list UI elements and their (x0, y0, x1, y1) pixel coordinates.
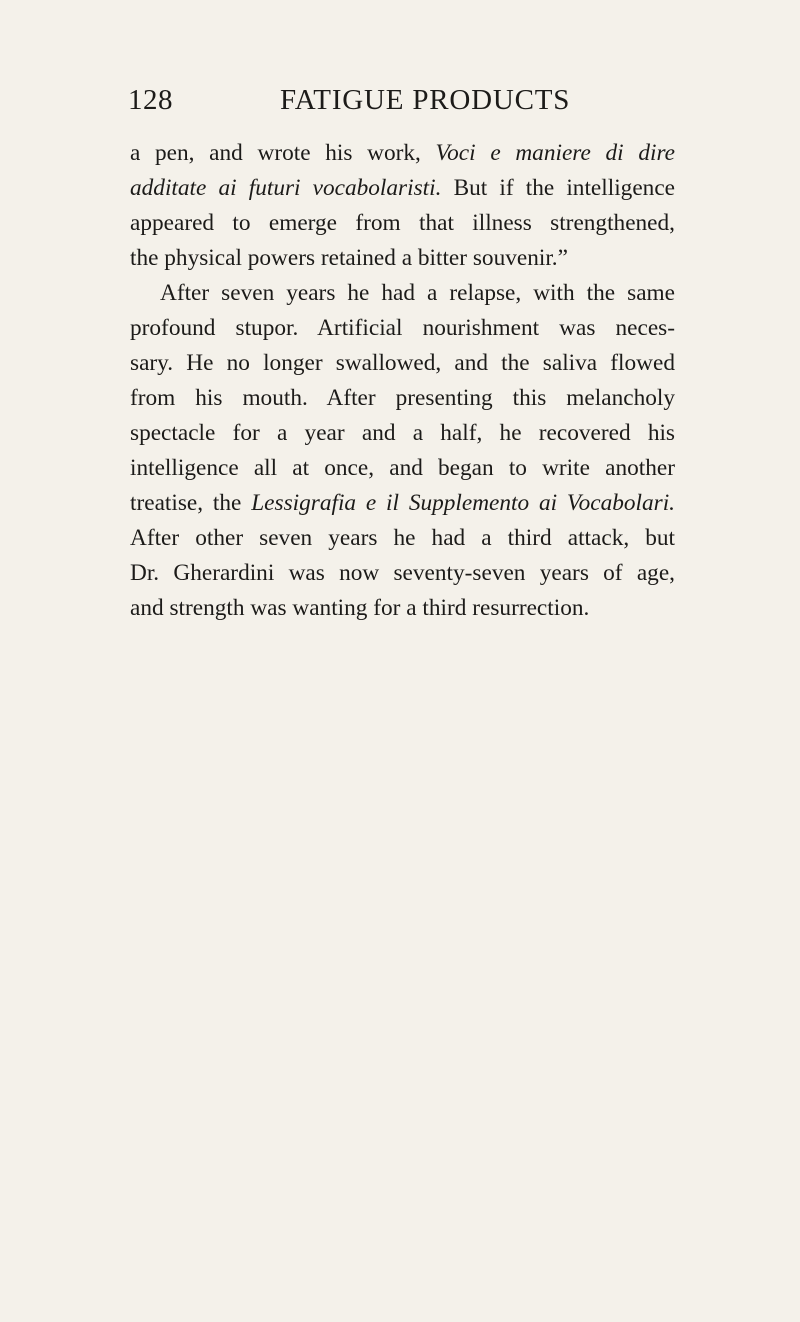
text-line: intelligence all at once, and began to write another (130, 455, 675, 481)
text-line: After other seven years he had a third attack, but (130, 525, 675, 551)
text-line: treatise, the Lessigrafia e il Supplemento ai Vocabolari. (130, 490, 675, 516)
body-text (130, 136, 675, 626)
text-line: and strength was wanting for a third resurrection. (130, 595, 590, 621)
text-line: Dr. Gherardini was now seventy-seven years of age, (130, 560, 675, 586)
text-line: appeared to emerge from that illness strengthened, (130, 210, 675, 236)
text-line: the physical powers retained a bitter souvenir.” (130, 245, 568, 271)
text-line: additate ai futuri vocabolaristi. But if the intelligence (130, 175, 675, 201)
text-line: from his mouth. After presenting this melancholy (130, 385, 675, 411)
text-line: profound stupor. Artificial nourishment was neces- (130, 315, 675, 341)
page-number: 128 (128, 84, 173, 116)
text-line: After seven years he had a relapse, with the same (160, 280, 675, 306)
running-title: FATIGUE PRODUCTS (280, 84, 571, 116)
text-line: a pen, and wrote his work, Voci e maniere di dire (130, 140, 675, 166)
text-line: sary. He no longer swallowed, and the saliva flowed (130, 350, 675, 376)
running-head (128, 84, 598, 124)
text-line: spectacle for a year and a half, he recovered his (130, 420, 675, 446)
